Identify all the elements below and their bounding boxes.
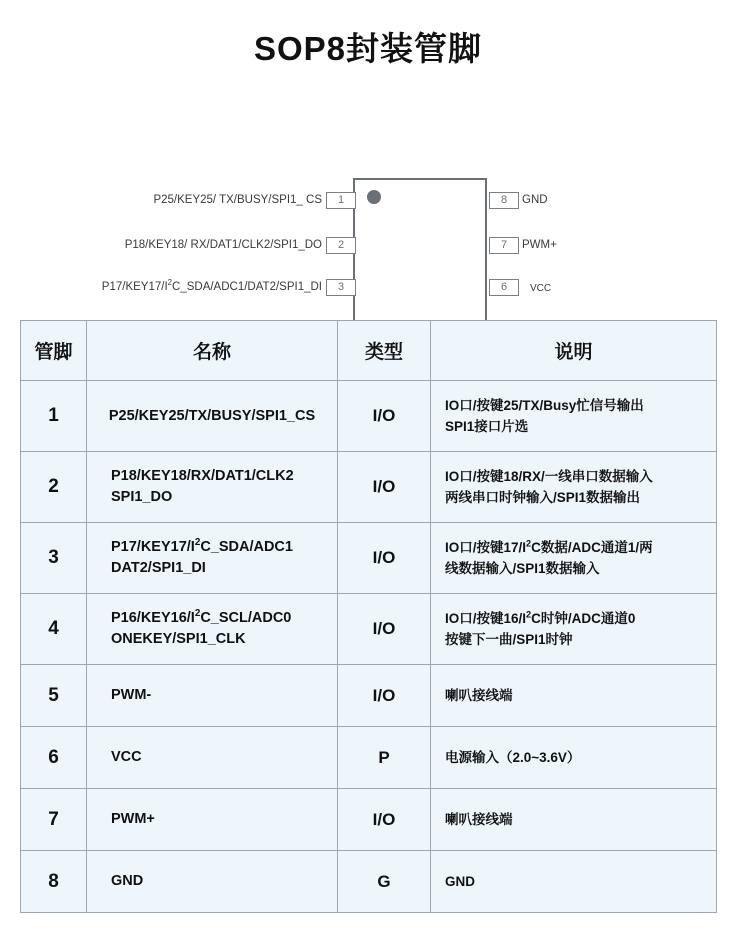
pin-lead-8: 8 <box>489 192 519 209</box>
cell-pin-name: P18/KEY18/RX/DAT1/CLK2 SPI1_DO <box>87 452 338 523</box>
cell-pin-name: GND <box>87 851 338 913</box>
table-row <box>21 727 717 789</box>
orientation-dot <box>367 190 381 204</box>
cell-pin-type: I/O <box>338 594 431 665</box>
pin-label-6: VCC <box>530 283 552 294</box>
cell-pin-number: 1 <box>21 381 87 452</box>
pin-description-table-wrap <box>20 320 716 913</box>
table-row <box>21 789 717 851</box>
header-desc: 说明 <box>431 321 717 381</box>
pin-label-1: P25/KEY25/ TX/BUSY/SPI1_ CS <box>153 194 322 206</box>
table-row <box>21 665 717 727</box>
table-row <box>21 851 717 913</box>
table-header-row <box>21 321 717 381</box>
table-row <box>21 523 717 594</box>
cell-pin-description: IO口/按键25/TX/Busy忙信号输出 SPI1接口片选 <box>431 381 717 452</box>
cell-pin-number: 7 <box>21 789 87 851</box>
table-row <box>21 594 717 665</box>
cell-pin-name: VCC <box>87 727 338 789</box>
cell-pin-description: GND <box>431 851 717 913</box>
pin-label-7: PWM+ <box>522 239 557 251</box>
cell-pin-description: IO口/按键18/RX/一线串口数据输入 两线串口时钟输入/SPI1数据输出 <box>431 452 717 523</box>
header-name: 名称 <box>87 321 338 381</box>
cell-pin-description: 喇叭接线端 <box>431 789 717 851</box>
table-row <box>21 381 717 452</box>
cell-pin-type: I/O <box>338 523 431 594</box>
sop8-pinout-diagram <box>0 73 736 294</box>
pin-lead-6: 6 <box>489 279 519 296</box>
pin-description-table <box>20 320 717 913</box>
pin-table-body <box>21 381 717 913</box>
cell-pin-type: I/O <box>338 381 431 452</box>
cell-pin-type: I/O <box>338 452 431 523</box>
cell-pin-number: 3 <box>21 523 87 594</box>
pin-label-8: GND <box>522 194 548 206</box>
pin-lead-2: 2 <box>326 237 356 254</box>
pin-lead-7: 7 <box>489 237 519 254</box>
cell-pin-number: 4 <box>21 594 87 665</box>
cell-pin-number: 8 <box>21 851 87 913</box>
cell-pin-type: G <box>338 851 431 913</box>
cell-pin-name: P25/KEY25/TX/BUSY/SPI1_CS <box>87 381 338 452</box>
cell-pin-type: I/O <box>338 665 431 727</box>
cell-pin-description: IO口/按键$17/I^2C$数据/ADC通道1/两 线数据输入/SPI1数据输入 <box>431 523 717 594</box>
cell-pin-number: 2 <box>21 452 87 523</box>
cell-pin-description: 喇叭接线端 <box>431 665 717 727</box>
cell-pin-name: $P16/KEY16/I^2C\_SCL/ADC0$ ONEKEY/SPI1_CLK <box>87 594 338 665</box>
header-pin: 管脚 <box>21 321 87 381</box>
cell-pin-number: 5 <box>21 665 87 727</box>
pin-label-3: $P17/KEY17/I^2C\_SDA/ADC1/DAT2/SPI1\_DI$ <box>101 278 322 293</box>
cell-pin-type: I/O <box>338 789 431 851</box>
cell-pin-name: PWM+ <box>87 789 338 851</box>
cell-pin-description: 电源输入（2.0~3.6V） <box>431 727 717 789</box>
cell-pin-type: P <box>338 727 431 789</box>
cell-pin-number: 6 <box>21 727 87 789</box>
cell-pin-description: IO口/按键$16/I^2C$时钟/ADC通道0 按键下一曲/SPI1时钟 <box>431 594 717 665</box>
header-type: 类型 <box>338 321 431 381</box>
page-title: SOP8封装管脚 <box>253 30 483 67</box>
table-row <box>21 452 717 523</box>
pin-label-2: P18/KEY18/ RX/DAT1/CLK2/SPI1_DO <box>124 239 322 251</box>
pin-lead-3: 3 <box>326 279 356 296</box>
cell-pin-name: $P17/KEY17/I^2C\_SDA/ADC1$ DAT2/SPI1_DI <box>87 523 338 594</box>
pin-lead-1: 1 <box>326 192 356 209</box>
cell-pin-name: PWM- <box>87 665 338 727</box>
